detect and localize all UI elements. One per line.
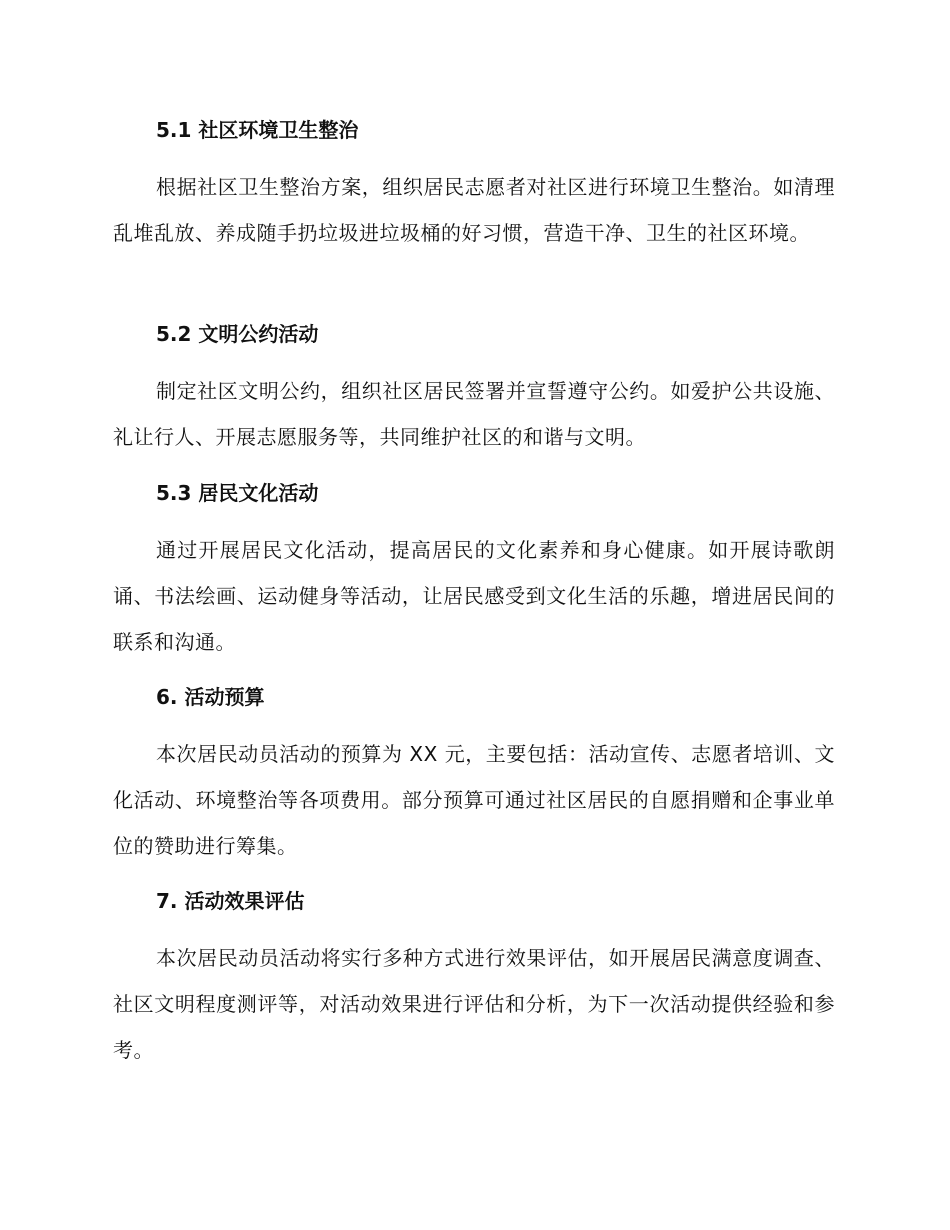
section-paragraph-5-1: 根据社区卫生整治方案，组织居民志愿者对社区进行环境卫生整治。如清理乱堆乱放、养成随手扔垃圾进垃圾桶的好习惯，营造干净、卫生的社区环境。 bbox=[113, 175, 835, 245]
section-paragraph-5-3: 通过开展居民文化活动，提高居民的文化素养和身心健康。如开展诗歌朗诵、书法绘画、运动健身等活动，让居民感受到文化生活的乐趣，增进居民间的联系和沟通。 bbox=[113, 538, 835, 654]
section-paragraph-6: 本次居民动员活动的预算为 XX 元，主要包括：活动宣传、志愿者培训、文化活动、环境整治等各项费用。部分预算可通过社区居民的自愿捐赠和企事业单位的赞助进行筹集。 bbox=[113, 742, 835, 858]
section-paragraph-7: 本次居民动员活动将实行多种方式进行效果评估，如开展居民满意度调查、社区文明程度测评等，对活动效果进行评估和分析，为下一次活动提供经验和参考。 bbox=[113, 946, 835, 1062]
section-heading-5-3: 5.3 居民文化活动 bbox=[156, 481, 319, 505]
section-paragraph-5-2: 制定社区文明公约，组织社区居民签署并宣誓遵守公约。如爱护公共设施、礼让行人、开展志愿服务等，共同维护社区的和谐与文明。 bbox=[113, 379, 835, 449]
section-heading-6: 6. 活动预算 bbox=[156, 685, 265, 709]
section-heading-7: 7. 活动效果评估 bbox=[156, 889, 305, 913]
section-heading-5-2: 5.2 文明公约活动 bbox=[156, 322, 319, 346]
section-heading-5-1: 5.1 社区环境卫生整治 bbox=[156, 118, 359, 142]
